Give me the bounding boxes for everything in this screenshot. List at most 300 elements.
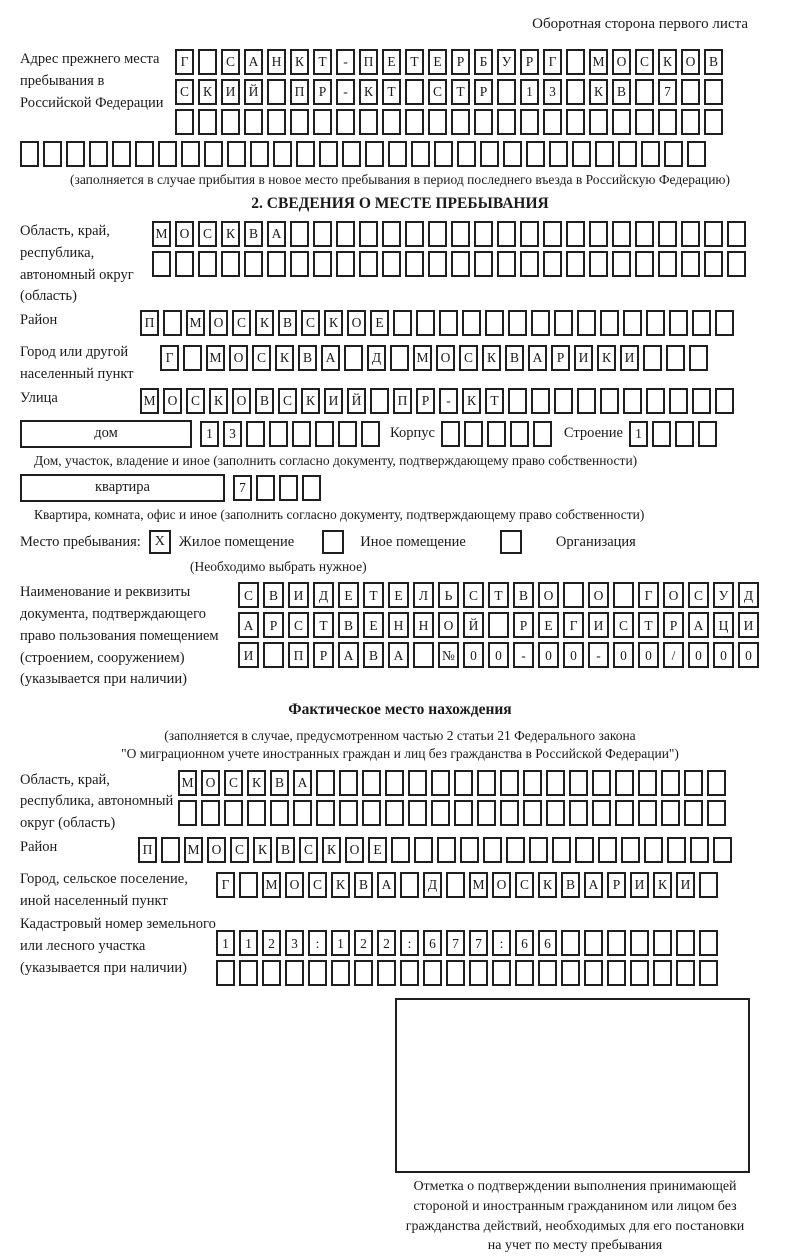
char-cell [428, 251, 447, 277]
char-cell [250, 141, 269, 167]
char-cell [561, 930, 580, 956]
char-cell: И [620, 345, 639, 371]
char-cell: - [336, 79, 355, 105]
char-cell: 3 [285, 930, 304, 956]
char-cell: В [270, 770, 289, 796]
char-cell: - [336, 49, 355, 75]
char-cell [441, 421, 460, 447]
char-cell: К [462, 388, 481, 414]
char-cell: - [588, 642, 609, 668]
char-cell: Р [607, 872, 626, 898]
char-cell [531, 310, 550, 336]
char-cell [667, 837, 686, 863]
char-cell: М [140, 388, 159, 414]
char-cell: С [299, 837, 318, 863]
char-cell [687, 141, 706, 167]
char-cell [262, 960, 281, 986]
char-cell [661, 770, 680, 796]
stay-type-option-other-premises: Иное помещение [360, 533, 466, 550]
char-cell [681, 79, 700, 105]
char-cell: М [206, 345, 225, 371]
char-cell [644, 837, 663, 863]
char-cell: И [676, 872, 695, 898]
char-cell [546, 800, 565, 826]
cadastral-row-2 [216, 960, 718, 986]
char-cell [529, 837, 548, 863]
char-cell: К [290, 49, 309, 75]
char-cell: № [438, 642, 459, 668]
char-cell: Г [563, 612, 584, 638]
char-cell: 7 [233, 475, 252, 501]
al-city-field [20, 869, 780, 913]
char-cell [613, 582, 634, 608]
char-cell: - [439, 388, 458, 414]
char-cell: Д [423, 872, 442, 898]
char-cell [520, 221, 539, 247]
char-cell: - [513, 642, 534, 668]
char-cell: Г [160, 345, 179, 371]
char-cell: В [338, 612, 359, 638]
char-cell [652, 421, 671, 447]
char-cell [510, 421, 529, 447]
char-cell [566, 221, 585, 247]
char-cell: Л [413, 582, 434, 608]
char-cell: / [663, 642, 684, 668]
char-cell [727, 221, 746, 247]
char-cell: И [574, 345, 593, 371]
char-cell [227, 141, 246, 167]
char-cell: 1 [520, 79, 539, 105]
char-cell [543, 251, 562, 277]
char-cell: 6 [423, 930, 442, 956]
char-cell: М [186, 310, 205, 336]
char-cell [727, 251, 746, 277]
char-cell: 1 [331, 930, 350, 956]
char-cell [446, 872, 465, 898]
char-cell [554, 310, 573, 336]
char-cell [566, 251, 585, 277]
char-cell [533, 421, 552, 447]
char-cell [439, 310, 458, 336]
char-cell [681, 251, 700, 277]
char-cell [181, 141, 200, 167]
char-cell [216, 960, 235, 986]
char-cell [89, 141, 108, 167]
char-cell: С [635, 49, 654, 75]
char-cell: М [178, 770, 197, 796]
char-cell: М [469, 872, 488, 898]
char-cell [434, 141, 453, 167]
char-cell [612, 251, 631, 277]
char-cell [273, 141, 292, 167]
char-cell [239, 872, 258, 898]
city-field [20, 342, 780, 386]
char-cell [658, 251, 677, 277]
char-cell [549, 141, 568, 167]
char-cell [411, 141, 430, 167]
apartment-caption: Квартира, комната, офис и иное (заполнить согласно документу, подтверждающему право собственности) [34, 506, 645, 522]
char-cell: А [238, 612, 259, 638]
char-cell [538, 960, 557, 986]
char-cell [595, 141, 614, 167]
char-cell: И [630, 872, 649, 898]
stamp-caption-line-4: на учет по месту пребывания [487, 1238, 663, 1254]
char-cell: П [393, 388, 412, 414]
char-cell [382, 251, 401, 277]
char-cell: И [288, 582, 309, 608]
char-cell [520, 109, 539, 135]
document-field [20, 582, 780, 691]
char-cell [239, 960, 258, 986]
char-cell: О [663, 582, 684, 608]
char-cell [431, 800, 450, 826]
char-cell [561, 960, 580, 986]
char-cell: М [152, 221, 171, 247]
street-label: Улица [20, 389, 58, 406]
char-cell [592, 800, 611, 826]
char-cell [269, 421, 288, 447]
char-cell [508, 388, 527, 414]
char-cell: П [288, 642, 309, 668]
char-cell: К [275, 345, 294, 371]
char-cell [256, 475, 275, 501]
char-cell: К [255, 310, 274, 336]
char-cell: Г [638, 582, 659, 608]
char-cell [315, 421, 334, 447]
char-cell [290, 109, 309, 135]
char-cell [362, 800, 381, 826]
char-cell: Е [338, 582, 359, 608]
char-cell [292, 421, 311, 447]
char-cell [464, 421, 483, 447]
char-cell: 0 [638, 642, 659, 668]
char-cell [584, 930, 603, 956]
stamp-caption-line-1: Отметка о подтверждении выполнения принимающей [413, 1179, 737, 1195]
char-cell: 2 [262, 930, 281, 956]
char-cell: В [363, 642, 384, 668]
char-cell: К [247, 770, 266, 796]
char-cell: Н [267, 49, 286, 75]
char-cell [661, 800, 680, 826]
char-cell [707, 770, 726, 796]
region-label: Область, край, республика, автономный округ (область) [20, 223, 134, 305]
char-cell [480, 141, 499, 167]
char-cell: Р [474, 79, 493, 105]
char-cell [267, 109, 286, 135]
char-cell: О [345, 837, 364, 863]
prev-address-field [20, 49, 780, 139]
char-cell [362, 770, 381, 796]
char-cell: Т [451, 79, 470, 105]
house-caption: Дом, участок, владение и иное (заполнить согласно документу, подтверждающему право собственности) [34, 452, 638, 468]
char-cell [135, 141, 154, 167]
document-row-3 [238, 642, 759, 668]
char-cell: К [538, 872, 557, 898]
char-cell [589, 109, 608, 135]
char-cell: 0 [613, 642, 634, 668]
char-cell [577, 310, 596, 336]
char-cell [354, 960, 373, 986]
char-cell: М [184, 837, 203, 863]
house-row [20, 420, 780, 448]
char-cell: 2 [354, 930, 373, 956]
char-cell: О [538, 582, 559, 608]
char-cell [454, 770, 473, 796]
char-cell [653, 960, 672, 986]
char-cell [589, 251, 608, 277]
char-cell [618, 141, 637, 167]
char-cell: К [301, 388, 320, 414]
char-cell: С [688, 582, 709, 608]
char-cell [607, 930, 626, 956]
char-cell: К [209, 388, 228, 414]
char-cell: С [278, 388, 297, 414]
char-cell [704, 79, 723, 105]
char-cell [201, 800, 220, 826]
char-cell: Б [474, 49, 493, 75]
char-cell: М [413, 345, 432, 371]
char-cell [344, 345, 363, 371]
char-cell [400, 960, 419, 986]
region-row-2 [152, 251, 746, 277]
char-cell: С [238, 582, 259, 608]
char-cell: С [463, 582, 484, 608]
char-cell: К [331, 872, 350, 898]
char-cell: П [140, 310, 159, 336]
char-cell [454, 800, 473, 826]
char-cell [244, 109, 263, 135]
char-cell: 0 [738, 642, 759, 668]
char-cell [497, 221, 516, 247]
char-cell [506, 837, 525, 863]
prev-address-label: Адрес прежнего места пребывания в Российской Федерации [20, 51, 164, 111]
char-cell [405, 221, 424, 247]
char-cell [569, 770, 588, 796]
district-field [20, 310, 780, 340]
char-cell: В [354, 872, 373, 898]
char-cell [615, 800, 634, 826]
char-cell: Т [313, 612, 334, 638]
char-cell: О [588, 582, 609, 608]
char-cell: А [528, 345, 547, 371]
char-cell [405, 109, 424, 135]
char-cell [635, 221, 654, 247]
char-cell: : [400, 930, 419, 956]
char-cell [474, 109, 493, 135]
char-cell [293, 800, 312, 826]
char-cell [566, 49, 585, 75]
char-cell [270, 800, 289, 826]
char-cell [204, 141, 223, 167]
char-cell [515, 960, 534, 986]
char-cell [497, 79, 516, 105]
al-region-field [20, 770, 780, 835]
char-cell [405, 79, 424, 105]
city-row [160, 345, 708, 371]
city-label: Город или другой населенный пункт [20, 344, 134, 382]
cadastral-row-1 [216, 930, 718, 956]
char-cell [643, 345, 662, 371]
al-region-label: Область, край, республика, автономный округ (область) [20, 771, 174, 832]
char-cell [676, 960, 695, 986]
char-cell [615, 770, 634, 796]
char-cell: О [285, 872, 304, 898]
apartment-box: квартира [20, 474, 225, 502]
char-cell: Е [538, 612, 559, 638]
char-cell: Т [382, 79, 401, 105]
char-cell [600, 310, 619, 336]
char-cell: Т [405, 49, 424, 75]
char-cell [638, 770, 657, 796]
char-cell [589, 221, 608, 247]
char-cell [112, 141, 131, 167]
char-cell: С [252, 345, 271, 371]
char-cell [689, 345, 708, 371]
char-cell [566, 109, 585, 135]
char-cell [416, 310, 435, 336]
char-cell: Г [175, 49, 194, 75]
char-cell [451, 251, 470, 277]
char-cell [681, 109, 700, 135]
stamp-box [395, 998, 750, 1173]
char-cell [503, 141, 522, 167]
char-cell [451, 109, 470, 135]
char-cell [198, 49, 217, 75]
char-cell: В [244, 221, 263, 247]
char-cell [520, 251, 539, 277]
stroenie-cells [629, 421, 717, 447]
al-district-row [138, 837, 732, 863]
char-cell [279, 475, 298, 501]
char-cell [431, 770, 450, 796]
char-cell [178, 800, 197, 826]
char-cell: 3 [543, 79, 562, 105]
char-cell: Т [363, 582, 384, 608]
char-cell [267, 251, 286, 277]
apartment-row [20, 474, 780, 502]
char-cell [161, 837, 180, 863]
char-cell [575, 837, 594, 863]
stay-type-option-residential: Жилое помещение [178, 533, 295, 550]
char-cell [393, 310, 412, 336]
char-cell [462, 310, 481, 336]
char-cell: С [186, 388, 205, 414]
char-cell [497, 251, 516, 277]
char-cell: 7 [446, 930, 465, 956]
region-field [20, 221, 780, 308]
char-cell [319, 141, 338, 167]
char-cell [296, 141, 315, 167]
char-cell: К [253, 837, 272, 863]
char-cell [198, 251, 217, 277]
char-cell: 1 [239, 930, 258, 956]
char-cell [175, 109, 194, 135]
char-cell [370, 388, 389, 414]
char-cell [313, 251, 332, 277]
char-cell [600, 388, 619, 414]
char-cell: С [198, 221, 217, 247]
char-cell [675, 421, 694, 447]
char-cell [66, 141, 85, 167]
char-cell: Ц [713, 612, 734, 638]
al-city-row [216, 872, 718, 898]
char-cell: О [229, 345, 248, 371]
char-cell [681, 221, 700, 247]
char-cell: Й [347, 388, 366, 414]
char-cell: Й [244, 79, 263, 105]
char-cell [390, 345, 409, 371]
char-cell: Н [413, 612, 434, 638]
char-cell: О [438, 612, 459, 638]
char-cell: 1 [629, 421, 648, 447]
char-cell: К [658, 49, 677, 75]
char-cell [221, 109, 240, 135]
char-cell: : [308, 930, 327, 956]
char-cell: 3 [223, 421, 242, 447]
char-cell: 2 [377, 930, 396, 956]
char-cell [224, 800, 243, 826]
char-cell: С [515, 872, 534, 898]
char-cell: Д [367, 345, 386, 371]
char-cell [500, 770, 519, 796]
char-cell [552, 837, 571, 863]
char-cell: П [138, 837, 157, 863]
char-cell [336, 221, 355, 247]
char-cell [621, 837, 640, 863]
char-cell: Д [738, 582, 759, 608]
char-cell [359, 109, 378, 135]
char-cell: И [324, 388, 343, 414]
char-cell [302, 475, 321, 501]
char-cell: У [497, 49, 516, 75]
char-cell [331, 960, 350, 986]
char-cell: А [338, 642, 359, 668]
char-cell [658, 221, 677, 247]
char-cell [437, 837, 456, 863]
street-field [20, 388, 780, 418]
char-cell [546, 770, 565, 796]
prev-address-row-3 [175, 109, 723, 135]
char-cell [500, 800, 519, 826]
char-cell [641, 141, 660, 167]
char-cell: К [359, 79, 378, 105]
char-cell: В [704, 49, 723, 75]
char-cell [635, 79, 654, 105]
char-cell: О [232, 388, 251, 414]
char-cell [428, 109, 447, 135]
char-cell: О [436, 345, 455, 371]
stay-type-note: (Необходимо выбрать нужное) [190, 559, 367, 575]
char-cell [339, 770, 358, 796]
char-cell: 0 [713, 642, 734, 668]
char-cell [290, 251, 309, 277]
char-cell [523, 770, 542, 796]
char-cell: С [224, 770, 243, 796]
document-row-1 [238, 582, 759, 608]
al-district-label: Район [20, 838, 58, 855]
char-cell [474, 251, 493, 277]
char-cell [584, 960, 603, 986]
stay-type-option-organization: Организация [555, 533, 636, 550]
char-cell [684, 800, 703, 826]
char-cell: С [230, 837, 249, 863]
char-cell: Р [263, 612, 284, 638]
char-cell: С [232, 310, 251, 336]
char-cell [715, 310, 734, 336]
char-cell: А [244, 49, 263, 75]
char-cell [152, 251, 171, 277]
char-cell: : [492, 930, 511, 956]
